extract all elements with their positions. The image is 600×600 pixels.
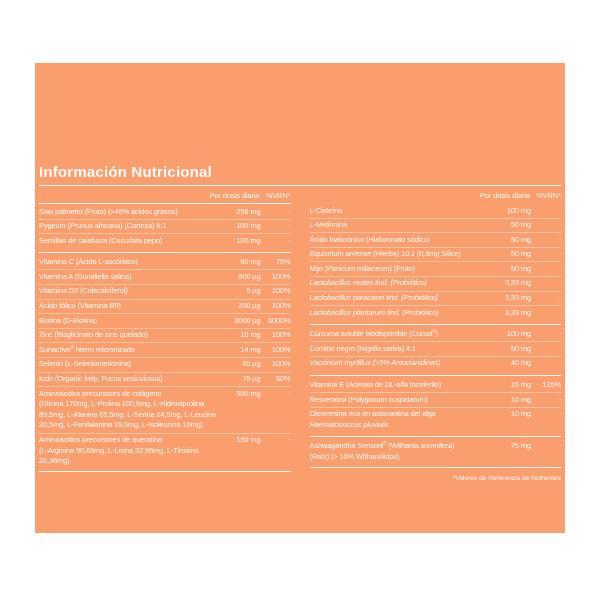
nutrient-name-cell: [39, 236, 217, 247]
nutrient-amount: 75 µg: [242, 374, 261, 384]
nutrient-name: Ashwagandha Sensoril® (Withania somnifera): [309, 440, 455, 451]
nutrient-vrn: -: [558, 394, 561, 404]
nutrient-vrn: -: [558, 358, 561, 368]
nutrient-name: Pygeum (Prunus africana) (Corteza) 5:1: [39, 221, 167, 231]
nutrient-name: Ácido hialurónico (Hialuronato sódico): [309, 234, 431, 244]
nutrition-title: Información Nutricional: [39, 164, 212, 181]
nutrient-name-cell: [39, 359, 217, 370]
nutrient-name-cell: [310, 395, 488, 406]
registered-mark: ®: [70, 344, 74, 350]
table-row: [310, 407, 562, 432]
table-row: [39, 219, 291, 234]
table-row: [310, 204, 562, 218]
nutrient-amount: 50 mg: [510, 263, 531, 273]
nutrient-name-cell: [39, 316, 217, 327]
nutrient-name-cell: [310, 329, 488, 340]
vrn-header: %VRN*: [536, 191, 561, 200]
table-row: [310, 247, 562, 262]
nutrient-vrn: 125%: [542, 380, 561, 390]
table-row: [310, 356, 562, 371]
nutrient-name: Vaccinium myrtillus (>5% Antocianidinas): [309, 358, 441, 368]
nutrient-name: Lactobacillus plantarum tind. (Probiótico): [309, 307, 439, 317]
nutrient-name-cell: [310, 220, 488, 231]
nutrient-amount: 10 mg: [510, 409, 531, 419]
nutrient-amount: 3000 µg: [234, 315, 261, 325]
nutrient-vrn: -: [558, 409, 561, 419]
nutrient-amount: 40 mg: [510, 358, 531, 368]
nutrient-vrn: -: [558, 307, 561, 317]
table-row: [310, 341, 562, 356]
table-row: [39, 299, 291, 314]
nutrient-name-cell: [310, 264, 488, 275]
nutrient-vrn: 100%: [271, 344, 291, 354]
table-row: [310, 291, 562, 306]
nutrient-vrn: -: [288, 388, 291, 398]
nutrient-name: Zinc (Bisglicinato de zinc quelado): [39, 330, 148, 340]
nutrient-vrn: 50%: [275, 374, 291, 384]
nutrient-name-cell: [39, 257, 217, 268]
nutrient-amount: 100 mg: [236, 235, 261, 245]
nutrient-vrn: -: [558, 234, 561, 244]
nutrient-amount: 3,33 mg: [504, 307, 531, 317]
table-row: [310, 379, 562, 393]
nutrient-vrn: -: [558, 441, 561, 451]
nutrient-name-cell: [39, 345, 217, 356]
nutrient-name: Mijo (Panicum miliaceum) (Fruto): [309, 263, 416, 273]
nutrient-name-cell: [310, 206, 488, 217]
nutrient-amount: 256 mg: [236, 206, 261, 216]
nutrient-vrn: 100%: [271, 359, 291, 369]
nutrient-name: Ácido fólico (Vitamina B9): [39, 301, 121, 311]
nutrient-name-detail: (Glicina 170mg, L-Prolina 100,5mg, L-Hidroxiprolina 89,5mg, L-Alanina 65,5mg, L-Serina 24,5mg, L-Leucina 20,5mg, L-Fenilalanina 19,5mg, L-Isoleucina 10mg): [39, 399, 216, 430]
nutrient-amount: 75 mg: [510, 441, 531, 451]
nutrient-vrn: -: [558, 220, 561, 230]
nutrient-name: Equisetum arvense (Hierba) 10:1 (0,5mg Sílice): [309, 249, 462, 259]
nutrient-name-cell: [310, 358, 488, 369]
per-dose-header: Por dosis diaria: [479, 191, 530, 200]
nutrient-section: [310, 375, 562, 434]
registered-mark: ®: [383, 440, 387, 446]
nutrient-name-cell: [39, 435, 217, 467]
table-row: [39, 328, 291, 343]
table-row: [310, 328, 562, 342]
nutrient-vrn: 100%: [271, 271, 291, 281]
nutrient-name: Saw palmetto (Fruto) (>45% ácidos grasos): [39, 206, 178, 216]
nutrient-vrn: -: [558, 249, 561, 259]
nutrient-vrn: -: [288, 235, 291, 245]
nutrient-vrn: 75%: [275, 257, 291, 267]
vrn-header: %VRN*: [265, 191, 291, 200]
nutrient-name-detail: Haematococcus pluvialis: [309, 419, 389, 429]
nutrient-section: [310, 436, 562, 466]
nutrient-amount: 50 mg: [510, 220, 531, 230]
column-header: [310, 186, 562, 203]
nutrient-amount: 50 mg: [510, 249, 531, 259]
nutrient-name: Iodo (Organic kelp, Fucus vesiculosus): [39, 374, 163, 384]
table-row: [310, 440, 562, 464]
nutrient-name-cell: [310, 293, 488, 304]
nutrient-amount: 3,33 mg: [504, 278, 531, 288]
table-row: [39, 342, 291, 357]
table-row: [310, 276, 562, 291]
nutrient-name-cell: [310, 308, 488, 319]
column-header: [39, 186, 291, 204]
nutrient-name-cell: [39, 330, 217, 341]
nutrient-name: Vitamina D3 (Colecalciferol): [39, 286, 128, 296]
nutrient-name-cell: [39, 389, 217, 431]
nutrient-amount: 100 mg: [506, 329, 531, 339]
nutrient-vrn: -: [558, 329, 561, 339]
nutrient-name: Oleorresina rica en astaxantina del alga: [309, 409, 436, 419]
nutrient-section: [39, 204, 291, 250]
nutrient-name-cell: [310, 344, 488, 355]
nutrient-name-cell: [310, 249, 488, 260]
nutrient-amount: 55 µg: [242, 359, 261, 369]
nutrition-column-right: [310, 186, 562, 482]
nutrient-vrn: 100%: [271, 330, 291, 340]
table-row: [39, 233, 291, 248]
table-row: [39, 313, 291, 328]
nutrient-vrn: -: [558, 263, 561, 273]
nutrition-column-left: [39, 186, 291, 482]
nutrient-name: L-Cisteína: [309, 205, 343, 215]
nutrient-name: Aminoácidos precursores de colágeno: [39, 388, 162, 398]
nutrient-name: Biotina (D-Biotina): [39, 315, 98, 325]
nutrition-label: [35, 63, 565, 533]
table-row: [310, 305, 562, 320]
nutrient-name: Comino negro (Nigella sativa) 4:1: [309, 343, 416, 353]
table-row: [310, 261, 562, 276]
table-row: [39, 357, 291, 372]
nutrient-name-cell: [310, 441, 488, 462]
column-end-divider: [310, 467, 562, 468]
nutrient-section: [310, 203, 562, 322]
nutrient-vrn: 100%: [271, 301, 291, 311]
nutrient-name-cell: [310, 278, 488, 289]
nutrient-name-cell: [39, 301, 217, 312]
nutrient-vrn: -: [288, 206, 291, 216]
nutrient-amount: 100 mg: [236, 221, 261, 231]
table-row: [39, 433, 291, 469]
table-row: [39, 269, 291, 284]
nutrient-name: Lactobacillus paracasei tind. (Probiótico): [309, 293, 438, 303]
nutrient-name-cell: [39, 272, 217, 283]
nutrition-label-content: [39, 164, 561, 482]
nutrient-amount: 3,33 mg: [504, 293, 531, 303]
nutrient-section: [310, 324, 562, 372]
table-row: [310, 392, 562, 407]
nutrient-name: Aminoácidos precursores de queratina: [39, 435, 163, 444]
nutrient-amount: 200 µg: [238, 301, 261, 311]
nutrient-name-detail: (L-Arginina 90,68mg, L-Lisina 32,96mg, L-Tirosina 26,36mg): [39, 445, 199, 466]
nutrient-amount: 100 mg: [506, 205, 531, 215]
nutrient-name-cell: [310, 235, 488, 246]
nutrient-vrn: -: [558, 293, 561, 303]
nutrient-amount: 150 mg: [236, 435, 261, 444]
nutrient-amount: 50 mg: [510, 343, 531, 353]
nutrient-name: Vitamina E (Acetato de DL-alfa tocoferilo): [309, 380, 442, 390]
per-dose-header: Por dosis diaria: [209, 191, 260, 200]
nutrient-name: Vitamina C (Ácido L-ascórbico): [39, 257, 138, 267]
table-row: [39, 386, 291, 432]
nutrient-name-cell: [310, 380, 488, 391]
nutrient-name: Selenio (L-Seleniometionina): [39, 359, 132, 369]
nutrient-name: Lactobacillus reuteri tind. (Probiótico): [309, 278, 427, 288]
nutrient-amount: 14 mg: [240, 344, 261, 354]
column-end-divider: [39, 471, 291, 472]
registered-mark: ®: [432, 328, 436, 334]
nutrient-name-cell: [39, 286, 217, 297]
nutrient-vrn: -: [288, 221, 291, 231]
nutrient-name-cell: [39, 374, 217, 385]
table-row: [310, 218, 562, 233]
nutrient-vrn: 6000%: [267, 315, 291, 325]
nutrient-name: Semillas de calabaza (Cucurbita pepo): [39, 235, 163, 245]
nutrient-name: Sunactive® hierro micronizado: [39, 344, 135, 354]
table-row: [39, 256, 291, 270]
nutrient-amount: 50 mg: [510, 234, 531, 244]
nutrient-amount: 500 mg: [236, 388, 261, 398]
nutrient-vrn: -: [288, 435, 291, 444]
nutrient-amount: 10 mg: [510, 394, 531, 404]
nutrient-name: Cúrcuma soluble biodisponible (Cursol®): [309, 328, 438, 339]
nutrient-name-cell: [310, 409, 488, 430]
nutrient-vrn: 100%: [271, 286, 291, 296]
nutrient-name: Resveratrol (Polygonum cuspidatum): [309, 394, 428, 404]
nutrient-vrn: -: [558, 278, 561, 288]
nutrient-amount: 10 mg: [240, 330, 261, 340]
nutrient-vrn: -: [558, 343, 561, 353]
table-row: [39, 372, 291, 387]
vrn-footnote: *Valores de Referencia de Nutrientes: [452, 475, 561, 483]
nutrient-amount: 5 µg: [246, 286, 261, 296]
nutrient-section: [39, 252, 291, 470]
nutrient-amount: 800 µg: [238, 271, 261, 281]
nutrient-amount: 15 mg: [510, 380, 531, 390]
nutrient-name-detail: (Raíz) (> 10% Withanólidos): [309, 452, 400, 461]
nutrient-vrn: -: [558, 205, 561, 215]
table-row: [310, 232, 562, 247]
nutrient-name-cell: [39, 221, 217, 232]
nutrition-columns: [39, 186, 561, 482]
nutrient-name: Vitamina A (Dunaliella salina): [39, 271, 132, 281]
nutrient-name-cell: [39, 207, 217, 218]
nutrient-amount: 60 mg: [240, 257, 261, 267]
table-row: [39, 205, 291, 219]
table-row: [39, 284, 291, 299]
nutrient-name: L-Metionina: [309, 220, 348, 230]
